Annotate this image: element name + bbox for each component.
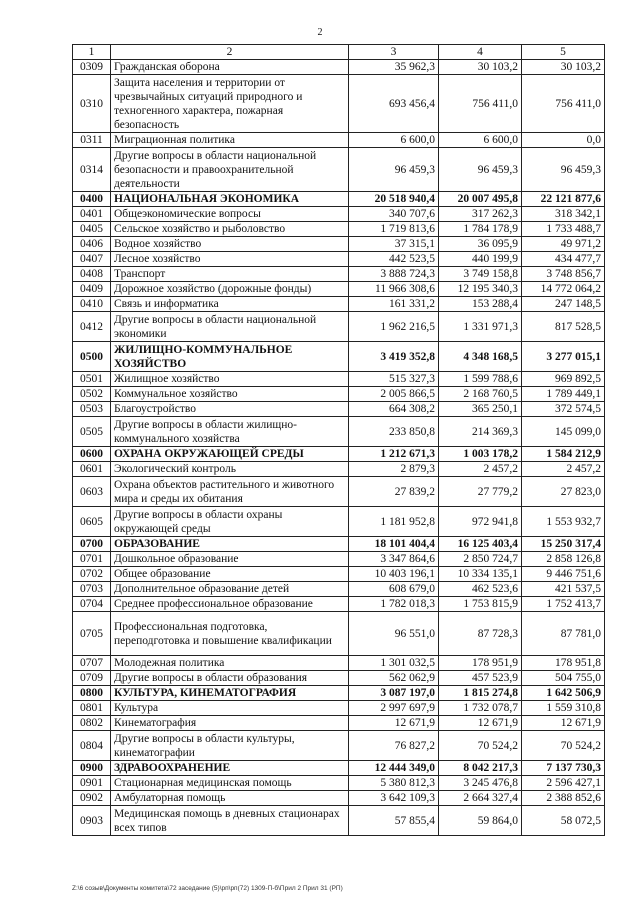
row-value-col5: 27 823,0 xyxy=(522,477,605,507)
table-row xyxy=(73,761,605,776)
row-value-col4: 12 195 340,3 xyxy=(439,282,522,297)
row-value-col5: 2 596 427,1 xyxy=(522,776,605,791)
row-value-col5: 2 858 126,8 xyxy=(522,552,605,567)
table-row xyxy=(73,671,605,686)
row-name: Среднее профессиональное образование xyxy=(111,597,349,612)
row-value-col4: 317 262,3 xyxy=(439,207,522,222)
row-name: Другие вопросы в области образования xyxy=(111,671,349,686)
row-value-col4: 2 168 760,5 xyxy=(439,387,522,402)
row-value-col5: 3 748 856,7 xyxy=(522,267,605,282)
table-row xyxy=(73,207,605,222)
row-value-col4: 2 850 724,7 xyxy=(439,552,522,567)
row-value-col5: 22 121 877,6 xyxy=(522,192,605,207)
row-name: Водное хозяйство xyxy=(111,237,349,252)
row-value-col3: 5 380 812,3 xyxy=(349,776,439,791)
table-row xyxy=(73,507,605,537)
row-name: Гражданская оборона xyxy=(111,60,349,75)
row-value-col3: 1 962 216,5 xyxy=(349,312,439,342)
row-value-col4: 8 042 217,3 xyxy=(439,761,522,776)
row-value-col3: 20 518 940,4 xyxy=(349,192,439,207)
row-code: 0309 xyxy=(73,60,111,75)
row-name: ЖИЛИЩНО-КОММУНАЛЬНОЕ ХОЗЯЙСТВО xyxy=(111,342,349,372)
row-value-col5: 434 477,7 xyxy=(522,252,605,267)
row-value-col5: 87 781,0 xyxy=(522,612,605,656)
row-code: 0804 xyxy=(73,731,111,761)
row-value-col5: 14 772 064,2 xyxy=(522,282,605,297)
table-row xyxy=(73,582,605,597)
row-value-col3: 96 459,3 xyxy=(349,148,439,192)
row-value-col4: 214 369,3 xyxy=(439,417,522,447)
row-code: 0408 xyxy=(73,267,111,282)
row-value-col4: 16 125 403,4 xyxy=(439,537,522,552)
table-row xyxy=(73,791,605,806)
row-value-col4: 20 007 495,8 xyxy=(439,192,522,207)
row-value-col5: 756 411,0 xyxy=(522,75,605,133)
row-value-col3: 562 062,9 xyxy=(349,671,439,686)
row-value-col4: 1 732 078,7 xyxy=(439,701,522,716)
row-value-col4: 462 523,6 xyxy=(439,582,522,597)
row-name: КУЛЬТУРА, КИНЕМАТОГРАФИЯ xyxy=(111,686,349,701)
row-name: Связь и информатика xyxy=(111,297,349,312)
row-value-col4: 12 671,9 xyxy=(439,716,522,731)
row-value-col5: 1 642 506,9 xyxy=(522,686,605,701)
row-name: Другие вопросы в области охраны окружающей среды xyxy=(111,507,349,537)
row-code: 0705 xyxy=(73,612,111,656)
table-row xyxy=(73,477,605,507)
row-value-col3: 693 456,4 xyxy=(349,75,439,133)
row-value-col5: 0,0 xyxy=(522,133,605,148)
row-value-col4: 756 411,0 xyxy=(439,75,522,133)
table-row xyxy=(73,297,605,312)
row-name: ЗДРАВООХРАНЕНИЕ xyxy=(111,761,349,776)
table-row xyxy=(73,537,605,552)
table-row xyxy=(73,612,605,656)
row-value-col5: 318 342,1 xyxy=(522,207,605,222)
row-code: 0401 xyxy=(73,207,111,222)
row-value-col3: 3 888 724,3 xyxy=(349,267,439,282)
row-name: Стационарная медицинская помощь xyxy=(111,776,349,791)
row-value-col4: 70 524,2 xyxy=(439,731,522,761)
table-row xyxy=(73,731,605,761)
row-code: 0700 xyxy=(73,537,111,552)
row-value-col4: 1 599 788,6 xyxy=(439,372,522,387)
row-value-col3: 1 181 952,8 xyxy=(349,507,439,537)
row-code: 0314 xyxy=(73,148,111,192)
file-path-footer: Z:\6 созыв\Документы комитета\72 заседание (5)\рп\рп(72) 1309-П-б\Прил 2 Прил 31 (РП) xyxy=(72,885,343,892)
row-value-col4: 36 095,9 xyxy=(439,237,522,252)
row-value-col3: 2 005 866,5 xyxy=(349,387,439,402)
row-value-col3: 3 087 197,0 xyxy=(349,686,439,701)
row-value-col5: 30 103,2 xyxy=(522,60,605,75)
row-code: 0903 xyxy=(73,806,111,836)
row-name: Профессиональная подготовка, переподготовка и повышение квалификации xyxy=(111,612,349,656)
row-name: Культура xyxy=(111,701,349,716)
row-value-col5: 7 137 730,3 xyxy=(522,761,605,776)
table-row xyxy=(73,552,605,567)
row-name: Благоустройство xyxy=(111,402,349,417)
row-code: 0801 xyxy=(73,701,111,716)
row-value-col5: 3 277 015,1 xyxy=(522,342,605,372)
row-code: 0310 xyxy=(73,75,111,133)
row-value-col3: 3 419 352,8 xyxy=(349,342,439,372)
table-row xyxy=(73,222,605,237)
row-code: 0605 xyxy=(73,507,111,537)
row-value-col4: 59 864,0 xyxy=(439,806,522,836)
row-code: 0701 xyxy=(73,552,111,567)
header-cell: 5 xyxy=(522,45,605,60)
row-value-col4: 1 003 178,2 xyxy=(439,447,522,462)
table-row xyxy=(73,372,605,387)
row-value-col5: 178 951,8 xyxy=(522,656,605,671)
page-number: 2 xyxy=(317,27,323,38)
row-code: 0503 xyxy=(73,402,111,417)
row-name: Дополнительное образование детей xyxy=(111,582,349,597)
row-name: Транспорт xyxy=(111,267,349,282)
table-row xyxy=(73,282,605,297)
row-name: Кинематография xyxy=(111,716,349,731)
row-value-col5: 1 752 413,7 xyxy=(522,597,605,612)
row-code: 0412 xyxy=(73,312,111,342)
row-name: Миграционная политика xyxy=(111,133,349,148)
header-cell: 2 xyxy=(111,45,349,60)
row-value-col5: 1 553 932,7 xyxy=(522,507,605,537)
row-value-col4: 457 523,9 xyxy=(439,671,522,686)
row-value-col3: 3 347 864,6 xyxy=(349,552,439,567)
row-value-col5: 1 559 310,8 xyxy=(522,701,605,716)
row-name: Другие вопросы в области национальной безопасности и правоохранительной деятельности xyxy=(111,148,349,192)
row-value-col5: 58 072,5 xyxy=(522,806,605,836)
row-value-col3: 57 855,4 xyxy=(349,806,439,836)
row-name: Дорожное хозяйство (дорожные фонды) xyxy=(111,282,349,297)
table-row xyxy=(73,417,605,447)
row-code: 0501 xyxy=(73,372,111,387)
row-value-col5: 504 755,0 xyxy=(522,671,605,686)
row-value-col3: 3 642 109,3 xyxy=(349,791,439,806)
row-code: 0600 xyxy=(73,447,111,462)
row-code: 0406 xyxy=(73,237,111,252)
row-value-col3: 76 827,2 xyxy=(349,731,439,761)
row-code: 0500 xyxy=(73,342,111,372)
row-name: ОХРАНА ОКРУЖАЮЩЕЙ СРЕДЫ xyxy=(111,447,349,462)
row-value-col4: 3 749 158,8 xyxy=(439,267,522,282)
table-header-row xyxy=(73,45,605,60)
row-code: 0703 xyxy=(73,582,111,597)
table-row xyxy=(73,776,605,791)
row-value-col4: 10 334 135,1 xyxy=(439,567,522,582)
table-row xyxy=(73,60,605,75)
row-code: 0409 xyxy=(73,282,111,297)
row-name: Другие вопросы в области жилищно-коммунального хозяйства xyxy=(111,417,349,447)
row-value-col4: 153 288,4 xyxy=(439,297,522,312)
row-code: 0900 xyxy=(73,761,111,776)
table-row xyxy=(73,342,605,372)
row-name: Амбулаторная помощь xyxy=(111,791,349,806)
row-value-col5: 817 528,5 xyxy=(522,312,605,342)
table-row xyxy=(73,447,605,462)
row-value-col3: 1 782 018,3 xyxy=(349,597,439,612)
row-value-col5: 15 250 317,4 xyxy=(522,537,605,552)
row-value-col3: 37 315,1 xyxy=(349,237,439,252)
row-name: Лесное хозяйство xyxy=(111,252,349,267)
row-name: Жилищное хозяйство xyxy=(111,372,349,387)
table-row xyxy=(73,806,605,836)
row-value-col5: 969 892,5 xyxy=(522,372,605,387)
row-value-col4: 178 951,9 xyxy=(439,656,522,671)
row-value-col5: 49 971,2 xyxy=(522,237,605,252)
row-name: Охрана объектов растительного и животного мира и среды их обитания xyxy=(111,477,349,507)
table-row xyxy=(73,462,605,477)
table-row xyxy=(73,133,605,148)
row-value-col3: 608 679,0 xyxy=(349,582,439,597)
table-row xyxy=(73,656,605,671)
table-row xyxy=(73,567,605,582)
row-name: Коммунальное хозяйство xyxy=(111,387,349,402)
table-row xyxy=(73,387,605,402)
table-row xyxy=(73,267,605,282)
row-name: Молодежная политика xyxy=(111,656,349,671)
row-code: 0707 xyxy=(73,656,111,671)
table-row xyxy=(73,701,605,716)
row-value-col4: 1 815 274,8 xyxy=(439,686,522,701)
row-value-col3: 35 962,3 xyxy=(349,60,439,75)
row-value-col5: 96 459,3 xyxy=(522,148,605,192)
row-value-col5: 12 671,9 xyxy=(522,716,605,731)
row-value-col4: 972 941,8 xyxy=(439,507,522,537)
row-name: Сельское хозяйство и рыболовство xyxy=(111,222,349,237)
row-value-col4: 4 348 168,5 xyxy=(439,342,522,372)
row-code: 0800 xyxy=(73,686,111,701)
row-name: ОБРАЗОВАНИЕ xyxy=(111,537,349,552)
row-value-col5: 1 789 449,1 xyxy=(522,387,605,402)
row-value-col3: 2 879,3 xyxy=(349,462,439,477)
row-value-col5: 247 148,5 xyxy=(522,297,605,312)
row-value-col4: 87 728,3 xyxy=(439,612,522,656)
row-value-col5: 70 524,2 xyxy=(522,731,605,761)
budget-table xyxy=(72,44,605,836)
row-code: 0405 xyxy=(73,222,111,237)
row-value-col5: 372 574,5 xyxy=(522,402,605,417)
row-code: 0601 xyxy=(73,462,111,477)
row-code: 0311 xyxy=(73,133,111,148)
row-name: Дошкольное образование xyxy=(111,552,349,567)
row-code: 0702 xyxy=(73,567,111,582)
row-value-col3: 10 403 196,1 xyxy=(349,567,439,582)
table-row xyxy=(73,312,605,342)
row-value-col4: 27 779,2 xyxy=(439,477,522,507)
row-name: Защита населения и территории от чрезвычайных ситуаций природного и техногенного характера, пожарная безопасность xyxy=(111,75,349,133)
row-code: 0902 xyxy=(73,791,111,806)
row-value-col4: 1 753 815,9 xyxy=(439,597,522,612)
row-value-col5: 2 457,2 xyxy=(522,462,605,477)
row-value-col5: 421 537,5 xyxy=(522,582,605,597)
row-code: 0802 xyxy=(73,716,111,731)
row-code: 0407 xyxy=(73,252,111,267)
row-name: Экологический контроль xyxy=(111,462,349,477)
row-value-col3: 161 331,2 xyxy=(349,297,439,312)
row-value-col4: 6 600,0 xyxy=(439,133,522,148)
row-value-col3: 233 850,8 xyxy=(349,417,439,447)
row-value-col5: 9 446 751,6 xyxy=(522,567,605,582)
row-value-col3: 1 301 032,5 xyxy=(349,656,439,671)
row-value-col5: 1 733 488,7 xyxy=(522,222,605,237)
row-code: 0603 xyxy=(73,477,111,507)
row-value-col3: 18 101 404,4 xyxy=(349,537,439,552)
row-name: Медицинская помощь в дневных стационарах всех типов xyxy=(111,806,349,836)
table-row xyxy=(73,252,605,267)
row-value-col3: 27 839,2 xyxy=(349,477,439,507)
row-code: 0709 xyxy=(73,671,111,686)
row-value-col5: 145 099,0 xyxy=(522,417,605,447)
row-value-col4: 30 103,2 xyxy=(439,60,522,75)
row-value-col3: 515 327,3 xyxy=(349,372,439,387)
row-value-col4: 2 664 327,4 xyxy=(439,791,522,806)
row-value-col4: 440 199,9 xyxy=(439,252,522,267)
header-cell: 3 xyxy=(349,45,439,60)
row-value-col4: 96 459,3 xyxy=(439,148,522,192)
row-value-col3: 442 523,5 xyxy=(349,252,439,267)
row-name: Общеэкономические вопросы xyxy=(111,207,349,222)
row-name: Общее образование xyxy=(111,567,349,582)
row-value-col4: 2 457,2 xyxy=(439,462,522,477)
header-cell: 1 xyxy=(73,45,111,60)
row-value-col3: 664 308,2 xyxy=(349,402,439,417)
table-row xyxy=(73,402,605,417)
row-value-col3: 11 966 308,6 xyxy=(349,282,439,297)
row-value-col5: 2 388 852,6 xyxy=(522,791,605,806)
table-row xyxy=(73,75,605,133)
table-row xyxy=(73,148,605,192)
row-value-col3: 96 551,0 xyxy=(349,612,439,656)
row-value-col3: 12 444 349,0 xyxy=(349,761,439,776)
row-value-col3: 1 719 813,6 xyxy=(349,222,439,237)
row-value-col5: 1 584 212,9 xyxy=(522,447,605,462)
table-row xyxy=(73,686,605,701)
row-name: Другие вопросы в области культуры, кинематографии xyxy=(111,731,349,761)
table-row xyxy=(73,192,605,207)
row-code: 0704 xyxy=(73,597,111,612)
row-value-col4: 1 784 178,9 xyxy=(439,222,522,237)
row-code: 0410 xyxy=(73,297,111,312)
row-value-col3: 12 671,9 xyxy=(349,716,439,731)
row-value-col3: 6 600,0 xyxy=(349,133,439,148)
row-code: 0505 xyxy=(73,417,111,447)
row-name: НАЦИОНАЛЬНАЯ ЭКОНОМИКА xyxy=(111,192,349,207)
row-code: 0901 xyxy=(73,776,111,791)
row-name: Другие вопросы в области национальной экономики xyxy=(111,312,349,342)
table-row xyxy=(73,597,605,612)
row-value-col4: 3 245 476,8 xyxy=(439,776,522,791)
row-code: 0400 xyxy=(73,192,111,207)
row-value-col4: 365 250,1 xyxy=(439,402,522,417)
row-value-col4: 1 331 971,3 xyxy=(439,312,522,342)
table-row xyxy=(73,716,605,731)
header-cell: 4 xyxy=(439,45,522,60)
row-value-col3: 340 707,6 xyxy=(349,207,439,222)
table-row xyxy=(73,237,605,252)
row-value-col3: 2 997 697,9 xyxy=(349,701,439,716)
row-value-col3: 1 212 671,3 xyxy=(349,447,439,462)
row-code: 0502 xyxy=(73,387,111,402)
